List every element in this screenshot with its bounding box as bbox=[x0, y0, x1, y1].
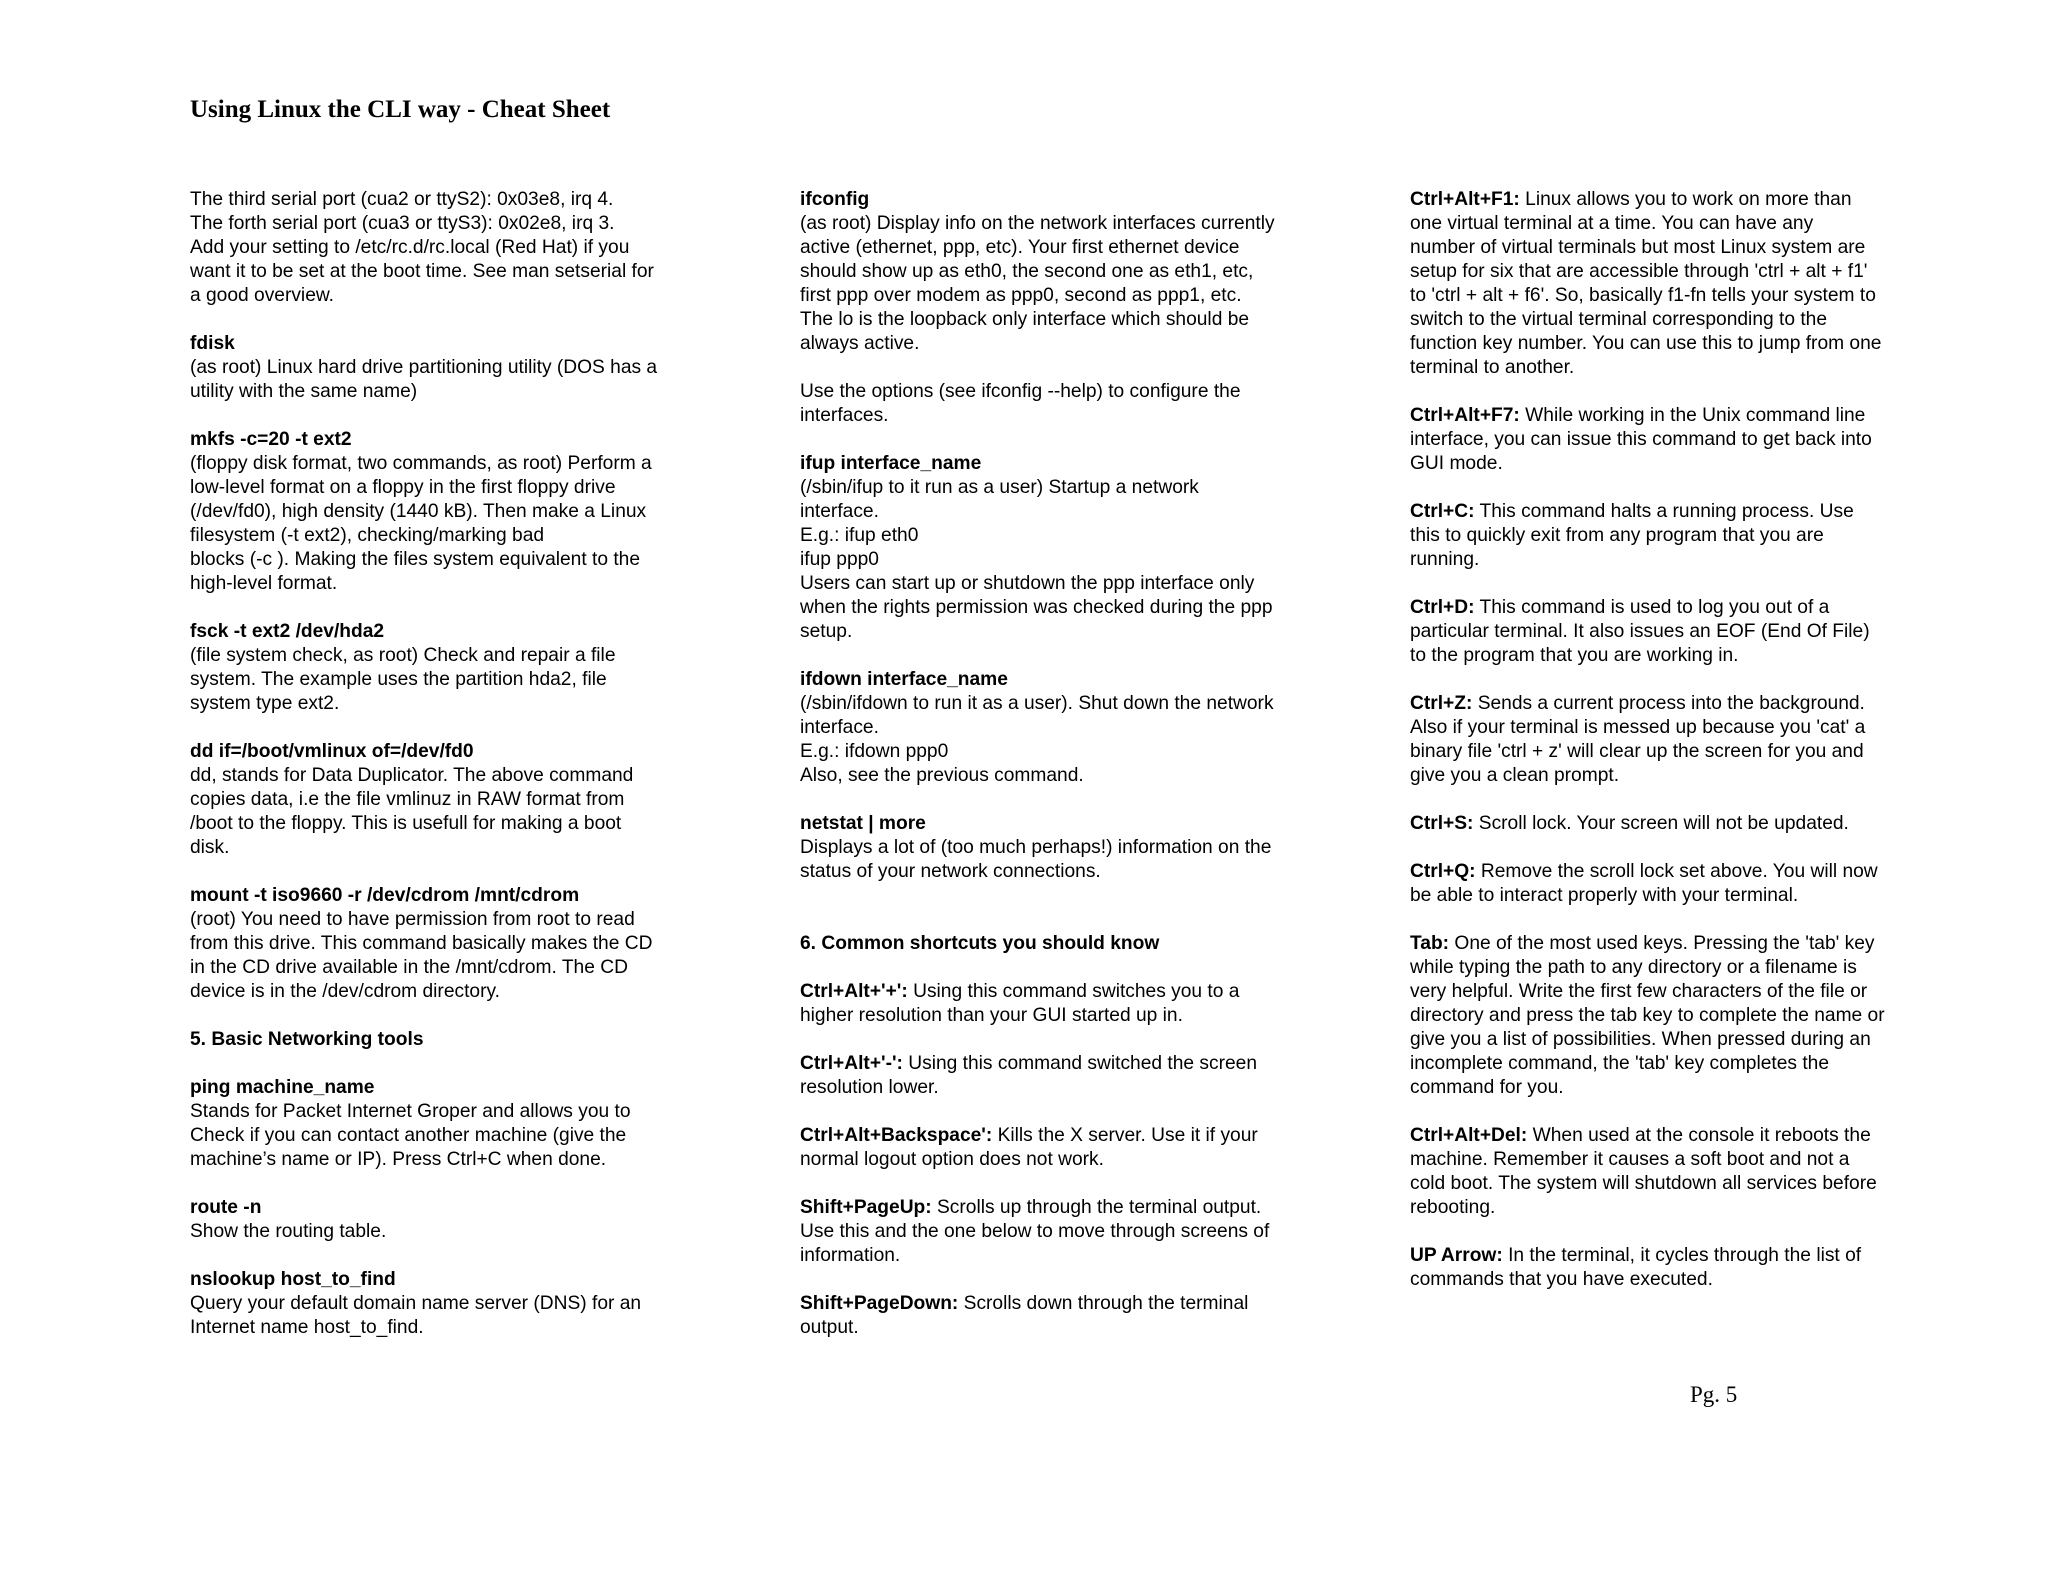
column-3 bbox=[1410, 188, 1940, 1316]
shortcut-first-line bbox=[800, 1292, 1325, 1316]
serial-port-block bbox=[190, 188, 715, 308]
text-line: Show the routing table. bbox=[190, 1221, 387, 1242]
shortcut-key: Ctrl+Alt+F7: bbox=[1410, 405, 1520, 426]
shortcut-text: Kills the X server. Use it if your bbox=[992, 1125, 1258, 1146]
text-line: higher resolution than your GUI started up in. bbox=[800, 1005, 1183, 1026]
command-heading: route -n bbox=[190, 1197, 262, 1218]
text-line: output. bbox=[800, 1317, 859, 1338]
section-heading: 5. Basic Networking tools bbox=[190, 1029, 424, 1050]
text-line: (/sbin/ifup to it run as a user) Startup a network bbox=[800, 477, 1199, 498]
shortcut-key: UP Arrow: bbox=[1410, 1245, 1503, 1266]
command-heading: mkfs -c=20 -t ext2 bbox=[190, 429, 352, 450]
text-line: be able to interact properly with your terminal. bbox=[1410, 885, 1799, 906]
text-line: to 'ctrl + alt + f6'. So, basically f1-fn tells your system to bbox=[1410, 285, 1876, 306]
shortcut-text: This command is used to log you out of a bbox=[1474, 597, 1830, 618]
text-line: this to quickly exit from any program that you are bbox=[1410, 525, 1824, 546]
text-line: interface, you can issue this command to get back into bbox=[1410, 429, 1872, 450]
text-line: utility with the same name) bbox=[190, 381, 418, 402]
shortcut-entry bbox=[1410, 812, 1940, 836]
text-line: while typing the path to any directory or a filename is bbox=[1410, 957, 1857, 978]
text-line: Use this and the one below to move through screens of bbox=[800, 1221, 1270, 1242]
text-line: function key number. You can use this to jump from one bbox=[1410, 333, 1882, 354]
command-heading: ifconfig bbox=[800, 189, 870, 210]
text-line: (/sbin/ifdown to run it as a user). Shut down the network bbox=[800, 693, 1274, 714]
text-line: GUI mode. bbox=[1410, 453, 1503, 474]
shortcut-key: Ctrl+Alt+Backspace': bbox=[800, 1125, 993, 1146]
text-line: first ppp over modem as ppp0, second as ppp1, etc. bbox=[800, 285, 1242, 306]
text-line: active (ethernet, ppp, etc). Your first ethernet device bbox=[800, 237, 1240, 258]
shortcut-key: Ctrl+Q: bbox=[1410, 861, 1476, 882]
text-line: a good overview. bbox=[190, 285, 334, 306]
shortcut-entry bbox=[800, 1292, 1325, 1340]
text-line: Users can start up or shutdown the ppp interface only bbox=[800, 573, 1255, 594]
text-line: Displays a lot of (too much perhaps!) information on the bbox=[800, 837, 1272, 858]
ifdown-block bbox=[800, 668, 1325, 788]
shortcut-key: Ctrl+Alt+F1: bbox=[1410, 189, 1520, 210]
text-line: Stands for Packet Internet Groper and allows you to bbox=[190, 1101, 631, 1122]
text-line: running. bbox=[1410, 549, 1480, 570]
section-heading: 6. Common shortcuts you should know bbox=[800, 933, 1160, 954]
text-line: filesystem (-t ext2), checking/marking bad bbox=[190, 525, 545, 546]
shortcut-entry bbox=[1410, 692, 1940, 788]
shortcut-first-line bbox=[1410, 1124, 1940, 1148]
text-line: incomplete command, the 'tab' key completes the bbox=[1410, 1053, 1830, 1074]
text-line: system type ext2. bbox=[190, 693, 340, 714]
shortcut-text: When used at the console it reboots the bbox=[1527, 1125, 1871, 1146]
shortcut-entry bbox=[1410, 1124, 1940, 1220]
command-heading: dd if=/boot/vmlinux of=/dev/fd0 bbox=[190, 741, 474, 762]
shortcut-entry bbox=[800, 980, 1325, 1028]
shortcut-first-line bbox=[800, 980, 1325, 1004]
command-heading: ping machine_name bbox=[190, 1077, 375, 1098]
shortcut-text: Using this command switched the screen bbox=[902, 1053, 1257, 1074]
shortcut-entry bbox=[1410, 404, 1940, 476]
shortcut-text: This command halts a running process. Use bbox=[1474, 501, 1854, 522]
text-line: information. bbox=[800, 1245, 901, 1266]
text-line: Use the options (see ifconfig --help) to configure the bbox=[800, 381, 1241, 402]
shortcut-key: Ctrl+C: bbox=[1410, 501, 1475, 522]
text-line: directory and press the tab key to complete the name or bbox=[1410, 1005, 1885, 1026]
shortcut-first-line bbox=[1410, 500, 1940, 524]
text-line: give you a list of possibilities. When pressed during an bbox=[1410, 1029, 1871, 1050]
shortcut-first-line bbox=[1410, 860, 1940, 884]
shortcut-first-line bbox=[1410, 188, 1940, 212]
command-heading: ifdown interface_name bbox=[800, 669, 1008, 690]
shortcut-text: Using this command switches you to a bbox=[907, 981, 1240, 1002]
shortcut-text: Scrolls up through the terminal output. bbox=[931, 1197, 1262, 1218]
text-line: The lo is the loopback only interface which should be bbox=[800, 309, 1250, 330]
command-heading: mount -t iso9660 -r /dev/cdrom /mnt/cdrom bbox=[190, 885, 580, 906]
text-line: Also if your terminal is messed up because you 'cat' a bbox=[1410, 717, 1866, 738]
text-line: The third serial port (cua2 or ttyS2): 0x03e8, irq 4. bbox=[190, 189, 614, 210]
shortcut-entry bbox=[1410, 596, 1940, 668]
shortcut-entry bbox=[1410, 860, 1940, 908]
text-line: machine’s name or IP). Press Ctrl+C when done. bbox=[190, 1149, 607, 1170]
shortcut-text: Linux allows you to work on more than bbox=[1519, 189, 1852, 210]
text-line: always active. bbox=[800, 333, 920, 354]
shortcut-first-line bbox=[1410, 932, 1940, 956]
shortcut-key: Tab: bbox=[1410, 933, 1450, 954]
text-line: interface. bbox=[800, 501, 879, 522]
route-block bbox=[190, 1196, 715, 1244]
shortcut-key: Ctrl+Alt+'-': bbox=[800, 1053, 903, 1074]
section-heading-shortcuts bbox=[800, 932, 1325, 956]
shortcut-text: In the terminal, it cycles through the list of bbox=[1502, 1245, 1862, 1266]
text-line: from this drive. This command basically makes the CD bbox=[190, 933, 653, 954]
shortcut-first-line bbox=[1410, 404, 1940, 428]
section-heading-networking bbox=[190, 1028, 715, 1052]
ifconfig-options-block bbox=[800, 380, 1325, 428]
shortcut-entry bbox=[1410, 500, 1940, 572]
text-line: switch to the virtual terminal corresponding to the bbox=[1410, 309, 1828, 330]
text-line: when the rights permission was checked during the ppp bbox=[800, 597, 1273, 618]
shortcut-key: Ctrl+Alt+'+': bbox=[800, 981, 908, 1002]
shortcut-entry bbox=[800, 1052, 1325, 1100]
nslookup-block bbox=[190, 1268, 715, 1340]
text-line: Check if you can contact another machine (give the bbox=[190, 1125, 627, 1146]
fsck-block bbox=[190, 620, 715, 716]
text-line: dd, stands for Data Duplicator. The above command bbox=[190, 765, 634, 786]
text-line: (as root) Linux hard drive partitioning utility (DOS has a bbox=[190, 357, 658, 378]
text-line: setup. bbox=[800, 621, 853, 642]
text-line: device is in the /dev/cdrom directory. bbox=[190, 981, 500, 1002]
text-line: system. The example uses the partition hda2, file bbox=[190, 669, 607, 690]
shortcut-key: Ctrl+Alt+Del: bbox=[1410, 1125, 1528, 1146]
text-line: cold boot. The system will shutdown all services before bbox=[1410, 1173, 1877, 1194]
shortcut-entry bbox=[800, 1124, 1325, 1172]
text-line: ifup ppp0 bbox=[800, 549, 879, 570]
shortcut-entry bbox=[800, 1196, 1325, 1268]
column-2 bbox=[800, 188, 1325, 1364]
shortcut-first-line bbox=[800, 1052, 1325, 1076]
shortcut-key: Shift+PageDown: bbox=[800, 1293, 959, 1314]
text-line: want it to be set at the boot time. See man setserial for bbox=[190, 261, 654, 282]
text-line: command for you. bbox=[1410, 1077, 1564, 1098]
command-heading: ifup interface_name bbox=[800, 453, 982, 474]
text-line: copies data, i.e the file vmlinuz in RAW format from bbox=[190, 789, 625, 810]
text-line: (/dev/fd0), high density (1440 kB). Then make a Linux bbox=[190, 501, 647, 522]
text-line: (as root) Display info on the network interfaces currently bbox=[800, 213, 1275, 234]
text-line: should show up as eth0, the second one as eth1, etc, bbox=[800, 261, 1254, 282]
shortcut-entry bbox=[1410, 188, 1940, 380]
text-line: (root) You need to have permission from root to read bbox=[190, 909, 635, 930]
dd-block bbox=[190, 740, 715, 860]
shortcut-text: One of the most used keys. Pressing the 'tab' key bbox=[1449, 933, 1875, 954]
text-line: in the CD drive available in the /mnt/cdrom. The CD bbox=[190, 957, 628, 978]
text-line: high-level format. bbox=[190, 573, 338, 594]
text-line: interface. bbox=[800, 717, 879, 738]
text-line: status of your network connections. bbox=[800, 861, 1101, 882]
text-line: Internet name host_to_find. bbox=[190, 1317, 424, 1338]
shortcut-key: Ctrl+Z: bbox=[1410, 693, 1473, 714]
text-line: particular terminal. It also issues an EOF (End Of File) bbox=[1410, 621, 1870, 642]
shortcut-first-line bbox=[1410, 596, 1940, 620]
shortcut-first-line bbox=[800, 1124, 1325, 1148]
text-line: terminal to another. bbox=[1410, 357, 1575, 378]
text-line: (file system check, as root) Check and repair a file bbox=[190, 645, 616, 666]
text-line: low-level format on a floppy in the first floppy drive bbox=[190, 477, 616, 498]
text-line: Also, see the previous command. bbox=[800, 765, 1084, 786]
ifup-block bbox=[800, 452, 1325, 644]
shortcut-text: Sends a current process into the background. bbox=[1472, 693, 1865, 714]
shortcut-text: While working in the Unix command line bbox=[1519, 405, 1866, 426]
text-line: E.g.: ifdown ppp0 bbox=[800, 741, 949, 762]
shortcut-first-line bbox=[1410, 692, 1940, 716]
mount-block bbox=[190, 884, 715, 1004]
command-heading: netstat | more bbox=[800, 813, 926, 834]
document-title: Using Linux the CLI way - Cheat Sheet bbox=[190, 96, 611, 123]
shortcut-entry bbox=[1410, 1244, 1940, 1292]
ping-block bbox=[190, 1076, 715, 1172]
mkfs-block bbox=[190, 428, 715, 596]
command-heading: nslookup host_to_find bbox=[190, 1269, 396, 1290]
shortcut-key: Ctrl+S: bbox=[1410, 813, 1474, 834]
shortcut-first-line bbox=[1410, 1244, 1940, 1268]
text-line: (floppy disk format, two commands, as root) Perform a bbox=[190, 453, 652, 474]
text-line: give you a clean prompt. bbox=[1410, 765, 1620, 786]
shortcut-key: Ctrl+D: bbox=[1410, 597, 1475, 618]
shortcut-first-line bbox=[1410, 812, 1940, 836]
command-heading: fsck -t ext2 /dev/hda2 bbox=[190, 621, 385, 642]
text-line: Query your default domain name server (DNS) for an bbox=[190, 1293, 642, 1314]
text-line: The forth serial port (cua3 or ttyS3): 0x02e8, irq 3. bbox=[190, 213, 615, 234]
shortcut-text: Scroll lock. Your screen will not be updated. bbox=[1473, 813, 1849, 834]
text-line: number of virtual terminals but most Linux system are bbox=[1410, 237, 1866, 258]
shortcut-key: Shift+PageUp: bbox=[800, 1197, 932, 1218]
column-1 bbox=[190, 188, 715, 1364]
text-line: normal logout option does not work. bbox=[800, 1149, 1104, 1170]
text-line: blocks (-c ). Making the files system equivalent to the bbox=[190, 549, 641, 570]
text-line: interfaces. bbox=[800, 405, 889, 426]
shortcut-entry bbox=[1410, 932, 1940, 1100]
text-line: to the program that you are working in. bbox=[1410, 645, 1739, 666]
ifconfig-block bbox=[800, 188, 1325, 356]
text-line: commands that you have executed. bbox=[1410, 1269, 1713, 1290]
text-line: /boot to the floppy. This is usefull for making a boot bbox=[190, 813, 622, 834]
fdisk-block bbox=[190, 332, 715, 404]
page-number: Pg. 5 bbox=[1690, 1382, 1738, 1407]
shortcut-text: Remove the scroll lock set above. You will now bbox=[1475, 861, 1878, 882]
netstat-block bbox=[800, 812, 1325, 884]
shortcut-text: Scrolls down through the terminal bbox=[958, 1293, 1249, 1314]
text-line: binary file 'ctrl + z' will clear up the screen for you and bbox=[1410, 741, 1864, 762]
text-line: E.g.: ifup eth0 bbox=[800, 525, 919, 546]
text-line: resolution lower. bbox=[800, 1077, 939, 1098]
text-line: Add your setting to /etc/rc.d/rc.local (Red Hat) if you bbox=[190, 237, 630, 258]
text-line: rebooting. bbox=[1410, 1197, 1496, 1218]
text-line: very helpful. Write the first few characters of the file or bbox=[1410, 981, 1868, 1002]
shortcut-first-line bbox=[800, 1196, 1325, 1220]
text-line: disk. bbox=[190, 837, 230, 858]
command-heading: fdisk bbox=[190, 333, 235, 354]
text-line: machine. Remember it causes a soft boot and not a bbox=[1410, 1149, 1850, 1170]
text-line: setup for six that are accessible through 'ctrl + alt + f1' bbox=[1410, 261, 1868, 282]
text-line: one virtual terminal at a time. You can have any bbox=[1410, 213, 1814, 234]
